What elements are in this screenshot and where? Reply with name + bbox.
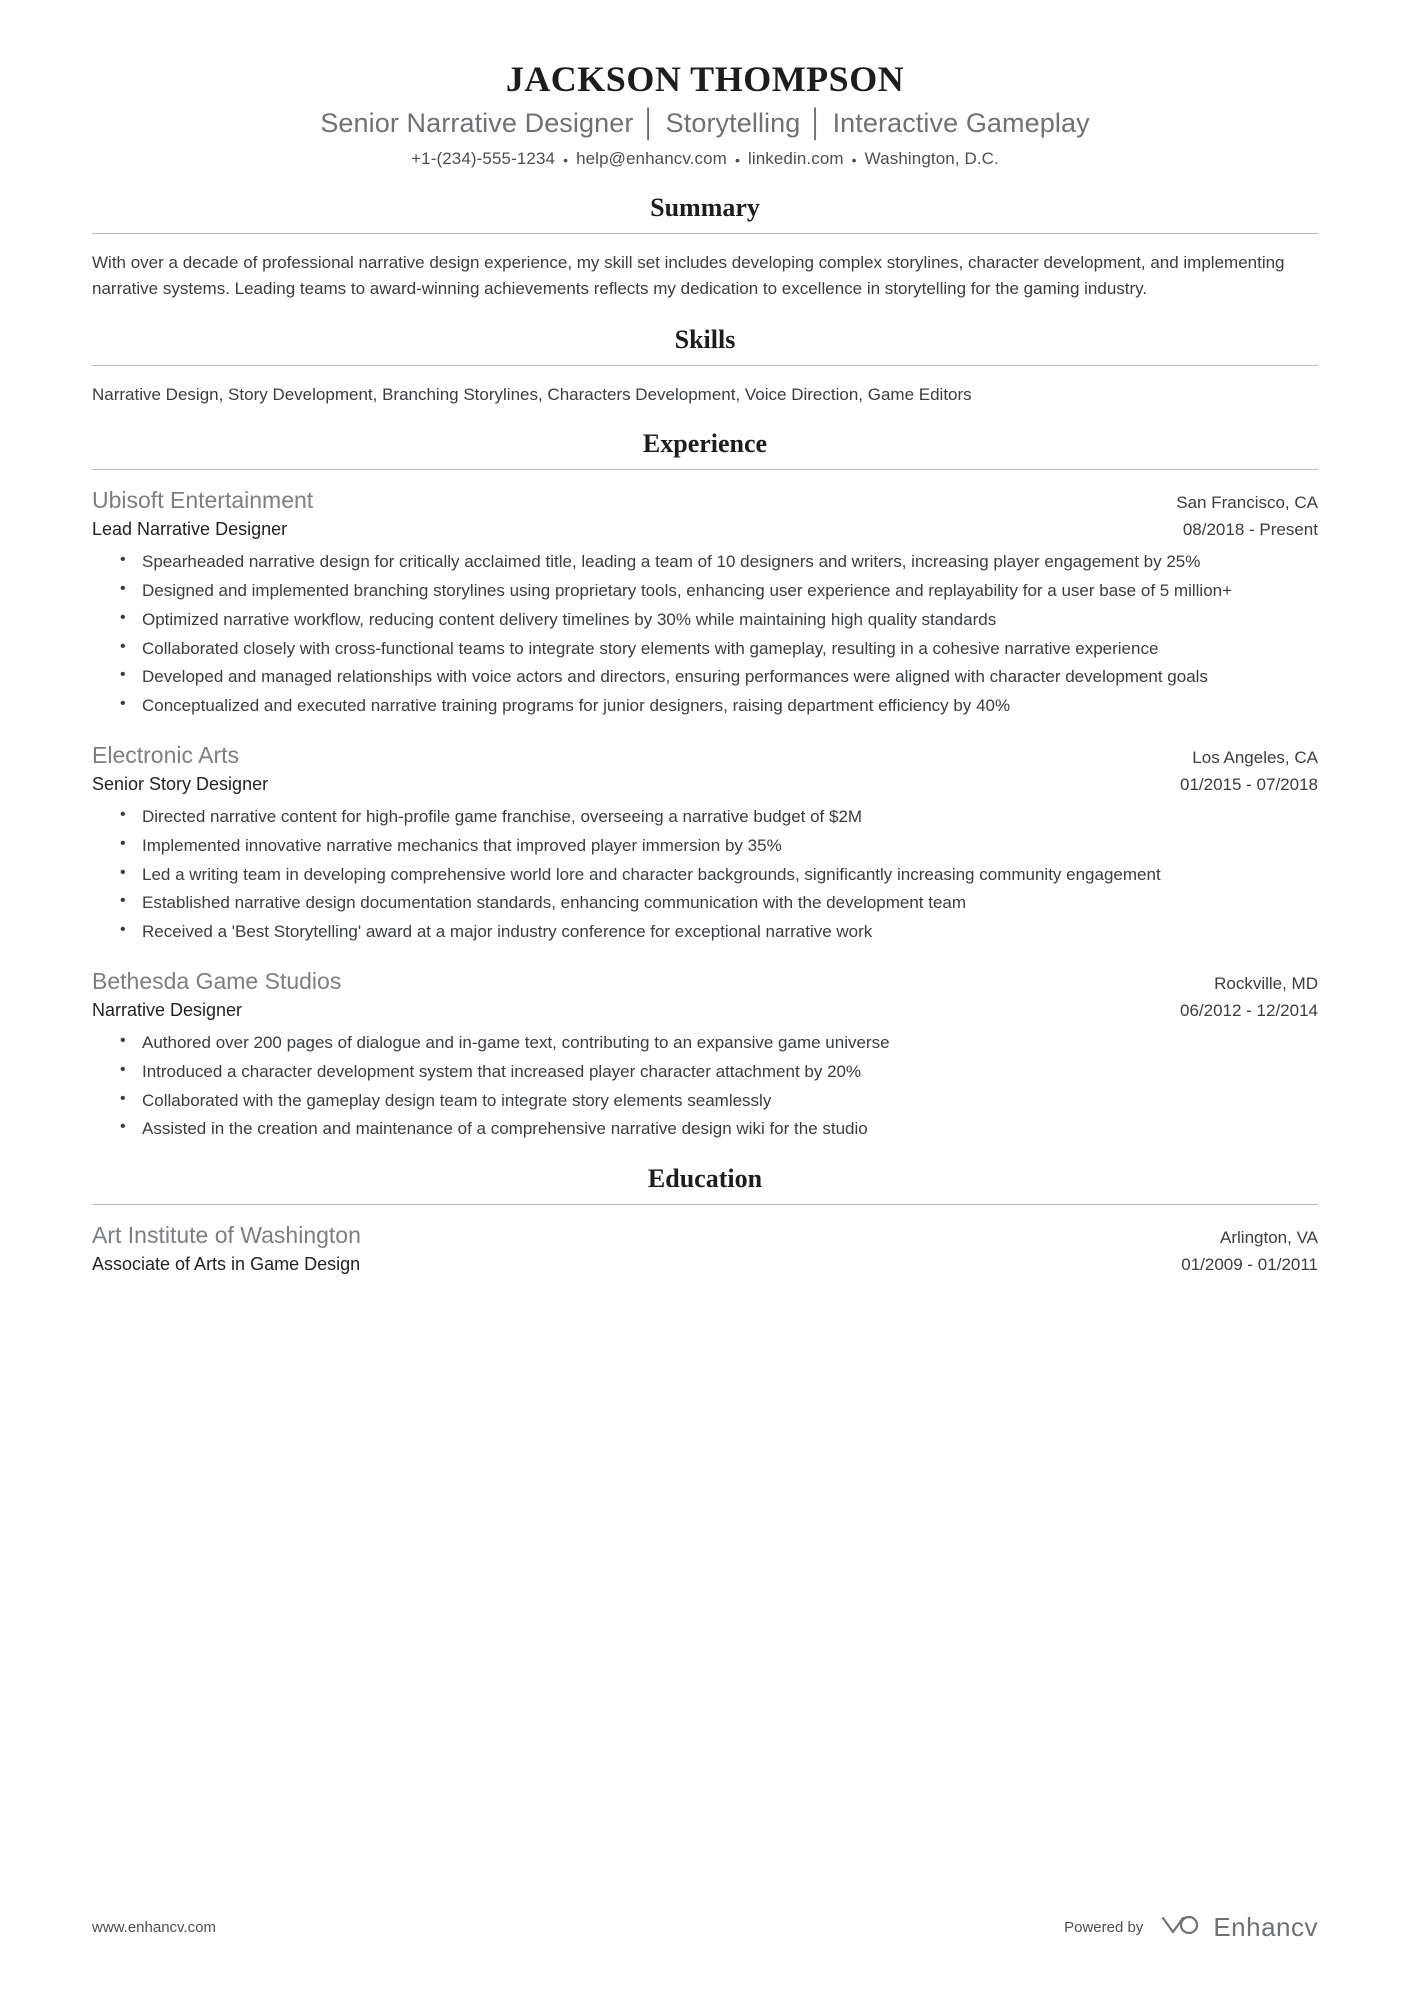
- enhancv-mark-icon: [1159, 1912, 1203, 1943]
- experience-entry: [92, 741, 1318, 945]
- job-bullets: [92, 1030, 1318, 1142]
- bullet-item: • Introduced a character development system that increased player character attachment by 20%: [120, 1059, 1318, 1085]
- employer-name: Electronic Arts: [92, 742, 239, 769]
- section-divider: [92, 365, 1318, 366]
- school-name: Art Institute of Washington: [92, 1222, 361, 1249]
- contact-separator-icon: •: [734, 151, 740, 168]
- bullet-item: • Received a 'Best Storytelling' award at a major industry conference for exceptional narrative work: [120, 919, 1318, 945]
- education-entry: [92, 1221, 1318, 1275]
- bullet-item: • Designed and implemented branching storylines using proprietary tools, enhancing user experience and replayability for a user base of 5 million+: [120, 578, 1318, 604]
- candidate-name: JACKSON THOMPSON: [505, 59, 905, 99]
- experience-entry-header: [92, 967, 1318, 997]
- experience-entry-subheader: [92, 519, 1318, 540]
- skills-list: Narrative Design, Story Development, Branching Storylines, Characters Development, Voice Direction, Game Editors: [92, 384, 972, 404]
- job-dates: 06/2012 - 12/2014: [1179, 1000, 1318, 1020]
- contact-email[interactable]: help@enhancv.com: [576, 149, 727, 168]
- job-title: Narrative Designer: [92, 999, 243, 1020]
- contact-separator-icon: •: [851, 151, 857, 168]
- employer-name: Ubisoft Entertainment: [92, 487, 314, 514]
- school-location: Arlington, VA: [1220, 1228, 1318, 1248]
- job-title: Lead Narrative Designer: [92, 519, 288, 540]
- contact-phone: +1-(234)-555-1234: [411, 149, 556, 168]
- section-divider: [92, 1204, 1318, 1205]
- employer-name: Bethesda Game Studios: [92, 968, 342, 995]
- job-dates: 08/2018 - Present: [1182, 520, 1318, 540]
- education-entry-header: [92, 1221, 1318, 1251]
- section-experience: [92, 429, 1318, 1142]
- bullet-item: • Led a writing team in developing comprehensive world lore and character backgrounds, significantly increasing community engagement: [120, 862, 1318, 888]
- section-divider: [92, 469, 1318, 470]
- bullet-item: • Optimized narrative workflow, reducing content delivery timelines by 30% while maintaining high quality standards: [120, 607, 1318, 633]
- experience-entry-subheader: [92, 774, 1318, 795]
- experience-entry-header: [92, 486, 1318, 516]
- section-title-education: Education: [647, 1164, 763, 1194]
- contact-location: Washington, D.C.: [864, 149, 999, 168]
- section-divider: [92, 233, 1318, 234]
- powered-by-label: Powered by: [1064, 1919, 1144, 1936]
- employer-location: Rockville, MD: [1214, 974, 1318, 994]
- bullet-item: • Authored over 200 pages of dialogue and in-game text, contributing to an expansive game universe: [120, 1030, 1318, 1056]
- bullet-item: • Spearheaded narrative design for critically acclaimed title, leading a team of 10 designers and writers, increasing player engagement by 25%: [120, 549, 1318, 575]
- experience-entry-subheader: [92, 1000, 1318, 1021]
- contact-line: [92, 149, 1318, 169]
- brand-logo: [1159, 1912, 1318, 1943]
- section-title-summary: Summary: [650, 193, 760, 222]
- bullet-item: • Directed narrative content for high-profile game franchise, overseeing a narrative budget of $2M: [120, 804, 1318, 830]
- section-title-skills: Skills: [674, 324, 736, 354]
- contact-website[interactable]: linkedin.com: [747, 149, 844, 168]
- brand-name: Enhancv: [1213, 1912, 1318, 1942]
- bullet-item: • Assisted in the creation and maintenance of a comprehensive narrative design wiki for the studio: [120, 1116, 1318, 1142]
- bullet-item: • Developed and managed relationships with voice actors and directors, ensuring performances were aligned with character development goals: [120, 664, 1318, 690]
- section-education: [92, 1164, 1318, 1275]
- candidate-headline: Senior Narrative Designer │ Storytelling │ Interactive Gameplay: [320, 108, 1090, 138]
- section-summary: [92, 193, 1318, 303]
- bullet-item: • Collaborated closely with cross-functional teams to integrate story elements with gameplay, resulting in a cohesive narrative experience: [120, 636, 1318, 662]
- degree-dates: 01/2009 - 01/2011: [1181, 1255, 1318, 1275]
- bullet-item: • Collaborated with the gameplay design team to integrate story elements seamlessly: [120, 1088, 1318, 1114]
- job-title: Senior Story Designer: [92, 773, 269, 794]
- degree-title: Associate of Arts in Game Design: [92, 1254, 361, 1275]
- bullet-item: • Established narrative design documentation standards, enhancing communication with the development team: [120, 890, 1318, 916]
- contact-separator-icon: •: [563, 151, 569, 168]
- experience-entry: [92, 486, 1318, 719]
- section-title-experience: Experience: [642, 429, 768, 459]
- section-skills: [92, 325, 1318, 408]
- footer-brand-area: [1064, 1912, 1318, 1943]
- job-bullets: [92, 804, 1318, 945]
- bullet-item: • Implemented innovative narrative mechanics that improved player immersion by 35%: [120, 833, 1318, 859]
- footer-url[interactable]: www.enhancv.com: [92, 1919, 216, 1936]
- employer-location: San Francisco, CA: [1176, 493, 1318, 513]
- page-footer: [92, 1912, 1318, 1943]
- job-dates: 01/2015 - 07/2018: [1179, 774, 1318, 794]
- experience-entry: [92, 967, 1318, 1142]
- resume-header: [92, 58, 1318, 169]
- education-entry-subheader: [92, 1254, 1318, 1275]
- employer-location: Los Angeles, CA: [1192, 748, 1318, 768]
- experience-entry-header: [92, 741, 1318, 771]
- job-bullets: [92, 549, 1318, 719]
- summary-text: With over a decade of professional narrative design experience, my skill set includes developing complex storylines, character development, and implementing narrative systems. Leading teams to award-winning achievements reflects my dedication to excellence in storytelling for the gaming industry.: [92, 253, 1285, 299]
- bullet-item: • Conceptualized and executed narrative training programs for junior designers, raising department efficiency by 40%: [120, 693, 1318, 719]
